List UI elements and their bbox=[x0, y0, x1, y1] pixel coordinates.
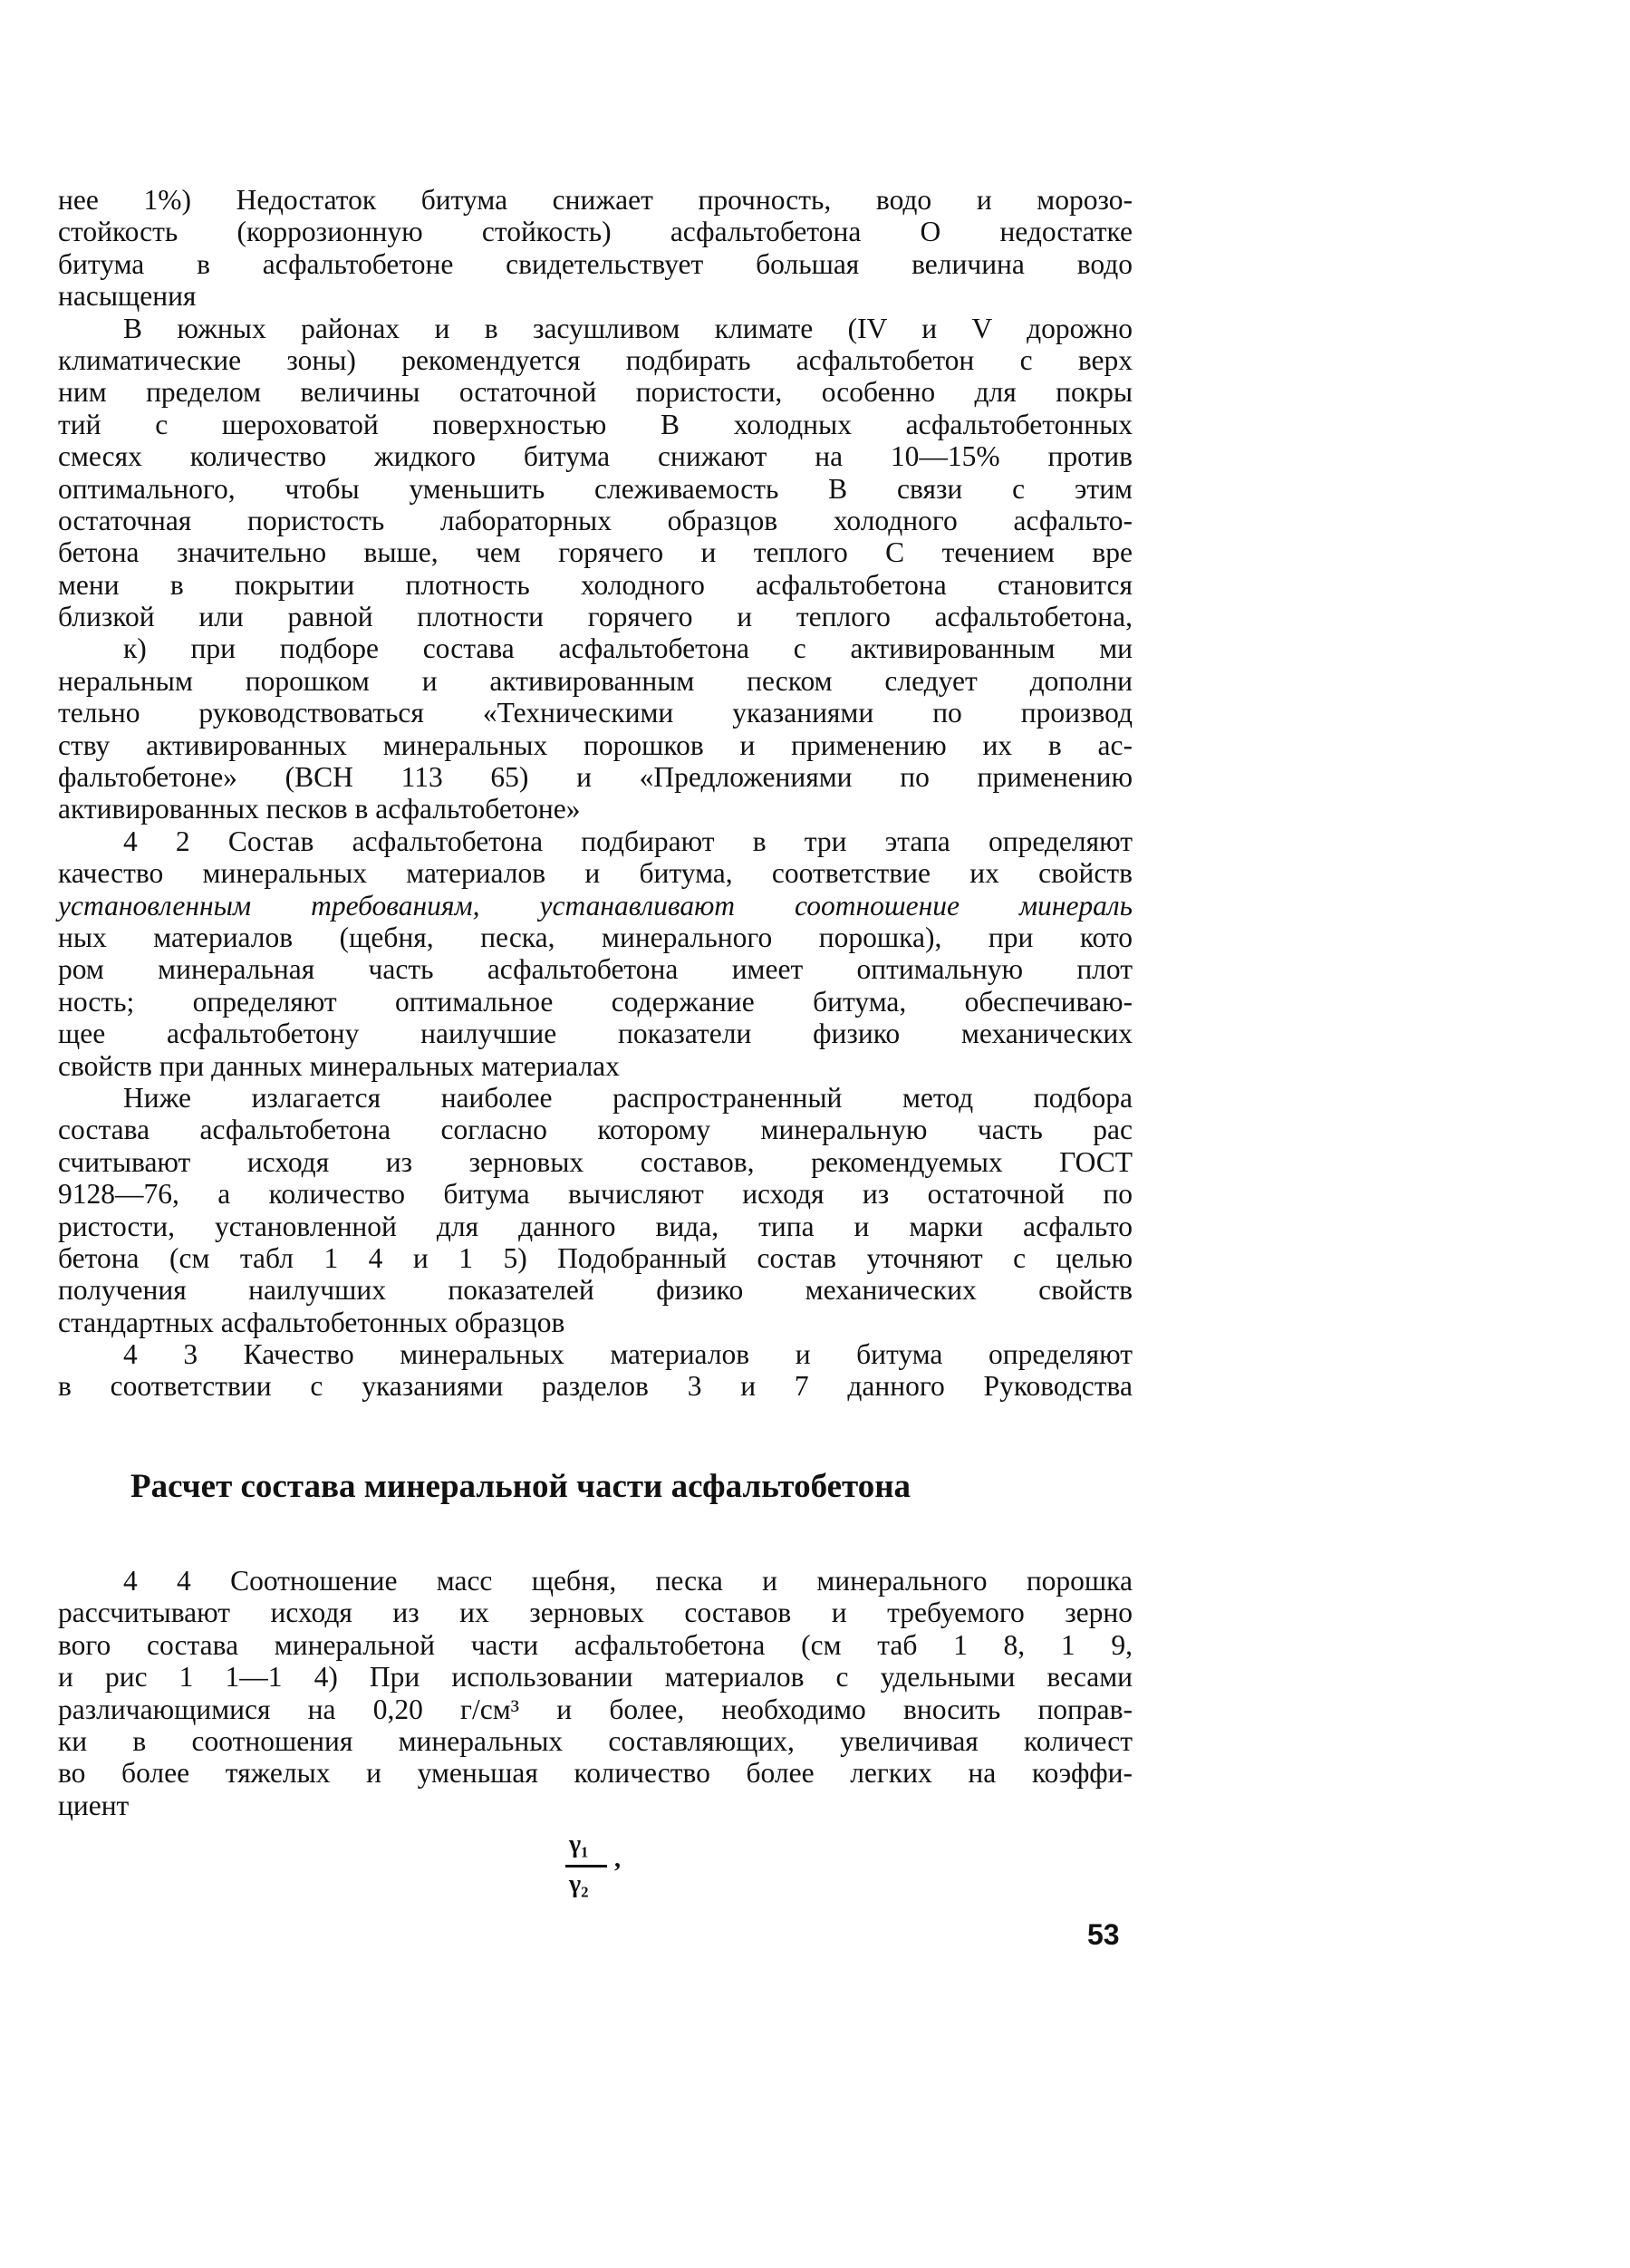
text-line: 4 4 Соотношение масс щебня, песка и минерального порошка bbox=[123, 1565, 1133, 1597]
section-heading: Расчет состава минеральной части асфальтобетона bbox=[130, 1468, 911, 1505]
formula-trailing-comma: , bbox=[614, 1845, 621, 1873]
fraction-bar bbox=[565, 1865, 607, 1867]
text-line: нее 1%) Недостаток битума снижает прочность, водо и морозо- bbox=[58, 184, 1133, 216]
text-line: во более тяжелых и уменьшая количество более легких на коэффи- bbox=[58, 1757, 1133, 1790]
text-line: считывают исходя из зерновых составов, рекомендуемых ГОСТ bbox=[58, 1145, 1133, 1178]
text-line: ность; определяют оптимальное содержание битума, обеспечиваю- bbox=[58, 985, 1133, 1018]
text-line: и рис 1 1—1 4) При использовании материалов с удельными весами bbox=[58, 1661, 1133, 1694]
formula-denominator: γ₂ bbox=[569, 1870, 589, 1898]
text-line: качество минеральных материалов и битума, соответствие их свойств bbox=[58, 857, 1133, 890]
text-line: неральным порошком и активированным песком следует дополни bbox=[58, 664, 1133, 697]
text-line: климатические зоны) рекомендуется подбирать асфальтобетон с верх bbox=[58, 343, 1133, 376]
text-line: бетона (см табл 1 4 и 1 5) Подобранный состав уточняют с целью bbox=[58, 1241, 1133, 1274]
text-line: остаточная пористость лабораторных образцов холодного асфальто- bbox=[58, 504, 1133, 536]
text-line: получения наилучших показателей физико механических свойств bbox=[58, 1274, 1133, 1307]
text-line: оптимального, чтобы уменьшить слеживаемость В связи с этим bbox=[58, 472, 1133, 505]
text-line: мени в покрытии плотность холодного асфальтобетона становится bbox=[58, 568, 1133, 601]
text-line: рассчитывают исходя из их зерновых составов и требуемого зерно bbox=[58, 1597, 1133, 1629]
text-line: установленным требованиям, устанавливают соотношение минераль bbox=[58, 889, 1133, 922]
text-line: насыщения bbox=[58, 280, 197, 313]
text-line: различающимися на 0,20 г/см³ и более, необходимо вносить поправ- bbox=[58, 1693, 1133, 1725]
text-line: ных материалов (щебня, песка, минерального порошка), при кото bbox=[58, 921, 1133, 953]
text-line: ству активированных минеральных порошков и применению их в ас- bbox=[58, 729, 1133, 761]
text-line: состава асфальтобетона согласно которому минеральную часть рас bbox=[58, 1114, 1133, 1146]
text-line: циент bbox=[58, 1789, 130, 1821]
text-line: ним пределом величины остаточной пористости, особенно для покры bbox=[58, 376, 1133, 409]
ratio-formula bbox=[558, 1830, 631, 1912]
text-line: вого состава минеральной части асфальтобетона (см таб 1 8, 1 9, bbox=[58, 1628, 1133, 1661]
text-line: 4 2 Состав асфальтобетона подбирают в три этапа определяют bbox=[123, 825, 1133, 857]
text-line: к) при подборе состава асфальтобетона с активированным ми bbox=[123, 632, 1133, 665]
text-line: Ниже излагается наиболее распространенный метод подбора bbox=[123, 1081, 1133, 1114]
text-line: близкой или равной плотности горячего и теплого асфальтобетона, bbox=[58, 601, 1133, 633]
text-line: ки в соотношения минеральных составляющих, увеличивая количест bbox=[58, 1724, 1133, 1757]
text-line: свойств при данных минеральных материалах bbox=[58, 1049, 620, 1082]
body-text-upper bbox=[58, 184, 1133, 1403]
text-line: щее асфальтобетону наилучшие показатели физико механических bbox=[58, 1018, 1133, 1050]
text-line: стандартных асфальтобетонных образцов bbox=[58, 1306, 565, 1338]
text-line: тельно руководствоваться «Техническими указаниями по производ bbox=[58, 697, 1133, 729]
text-line: ристости, установленной для данного вида, типа и марки асфальто bbox=[58, 1210, 1133, 1242]
text-line: 4 3 Качество минеральных материалов и битума определяют bbox=[123, 1338, 1133, 1371]
text-line: тий с шероховатой поверхностью В холодных асфальтобетонных bbox=[58, 408, 1133, 440]
text-line: 9128—76, а количество битума вычисляют исходя из остаточной по bbox=[58, 1178, 1133, 1211]
text-line: битума в асфальтобетоне свидетельствует большая величина водо bbox=[58, 247, 1133, 280]
body-text-lower bbox=[58, 1565, 1133, 1821]
text-line: смесях количество жидкого битума снижают на 10—15% против bbox=[58, 440, 1133, 473]
text-line: в соответствии с указаниями разделов 3 и 7 данного Руководства bbox=[58, 1370, 1133, 1403]
page-number: 53 bbox=[1087, 1918, 1120, 1951]
text-line: ром минеральная часть асфальтобетона имеет оптимальную плот bbox=[58, 953, 1133, 986]
text-line: стойкость (коррозионную стойкость) асфальтобетона О недостатке bbox=[58, 216, 1133, 248]
text-line: В южных районах и в засушливом климате (IV и V дорожно bbox=[123, 312, 1133, 344]
text-line: фальтобетоне» (ВСН 113 65) и «Предложениями по применению bbox=[58, 761, 1133, 794]
text-line: активированных песков в асфальтобетоне» bbox=[58, 793, 581, 825]
formula-numerator: γ₁ bbox=[569, 1830, 589, 1858]
text-line: бетона значительно выше, чем горячего и теплого С течением вре bbox=[58, 536, 1133, 569]
